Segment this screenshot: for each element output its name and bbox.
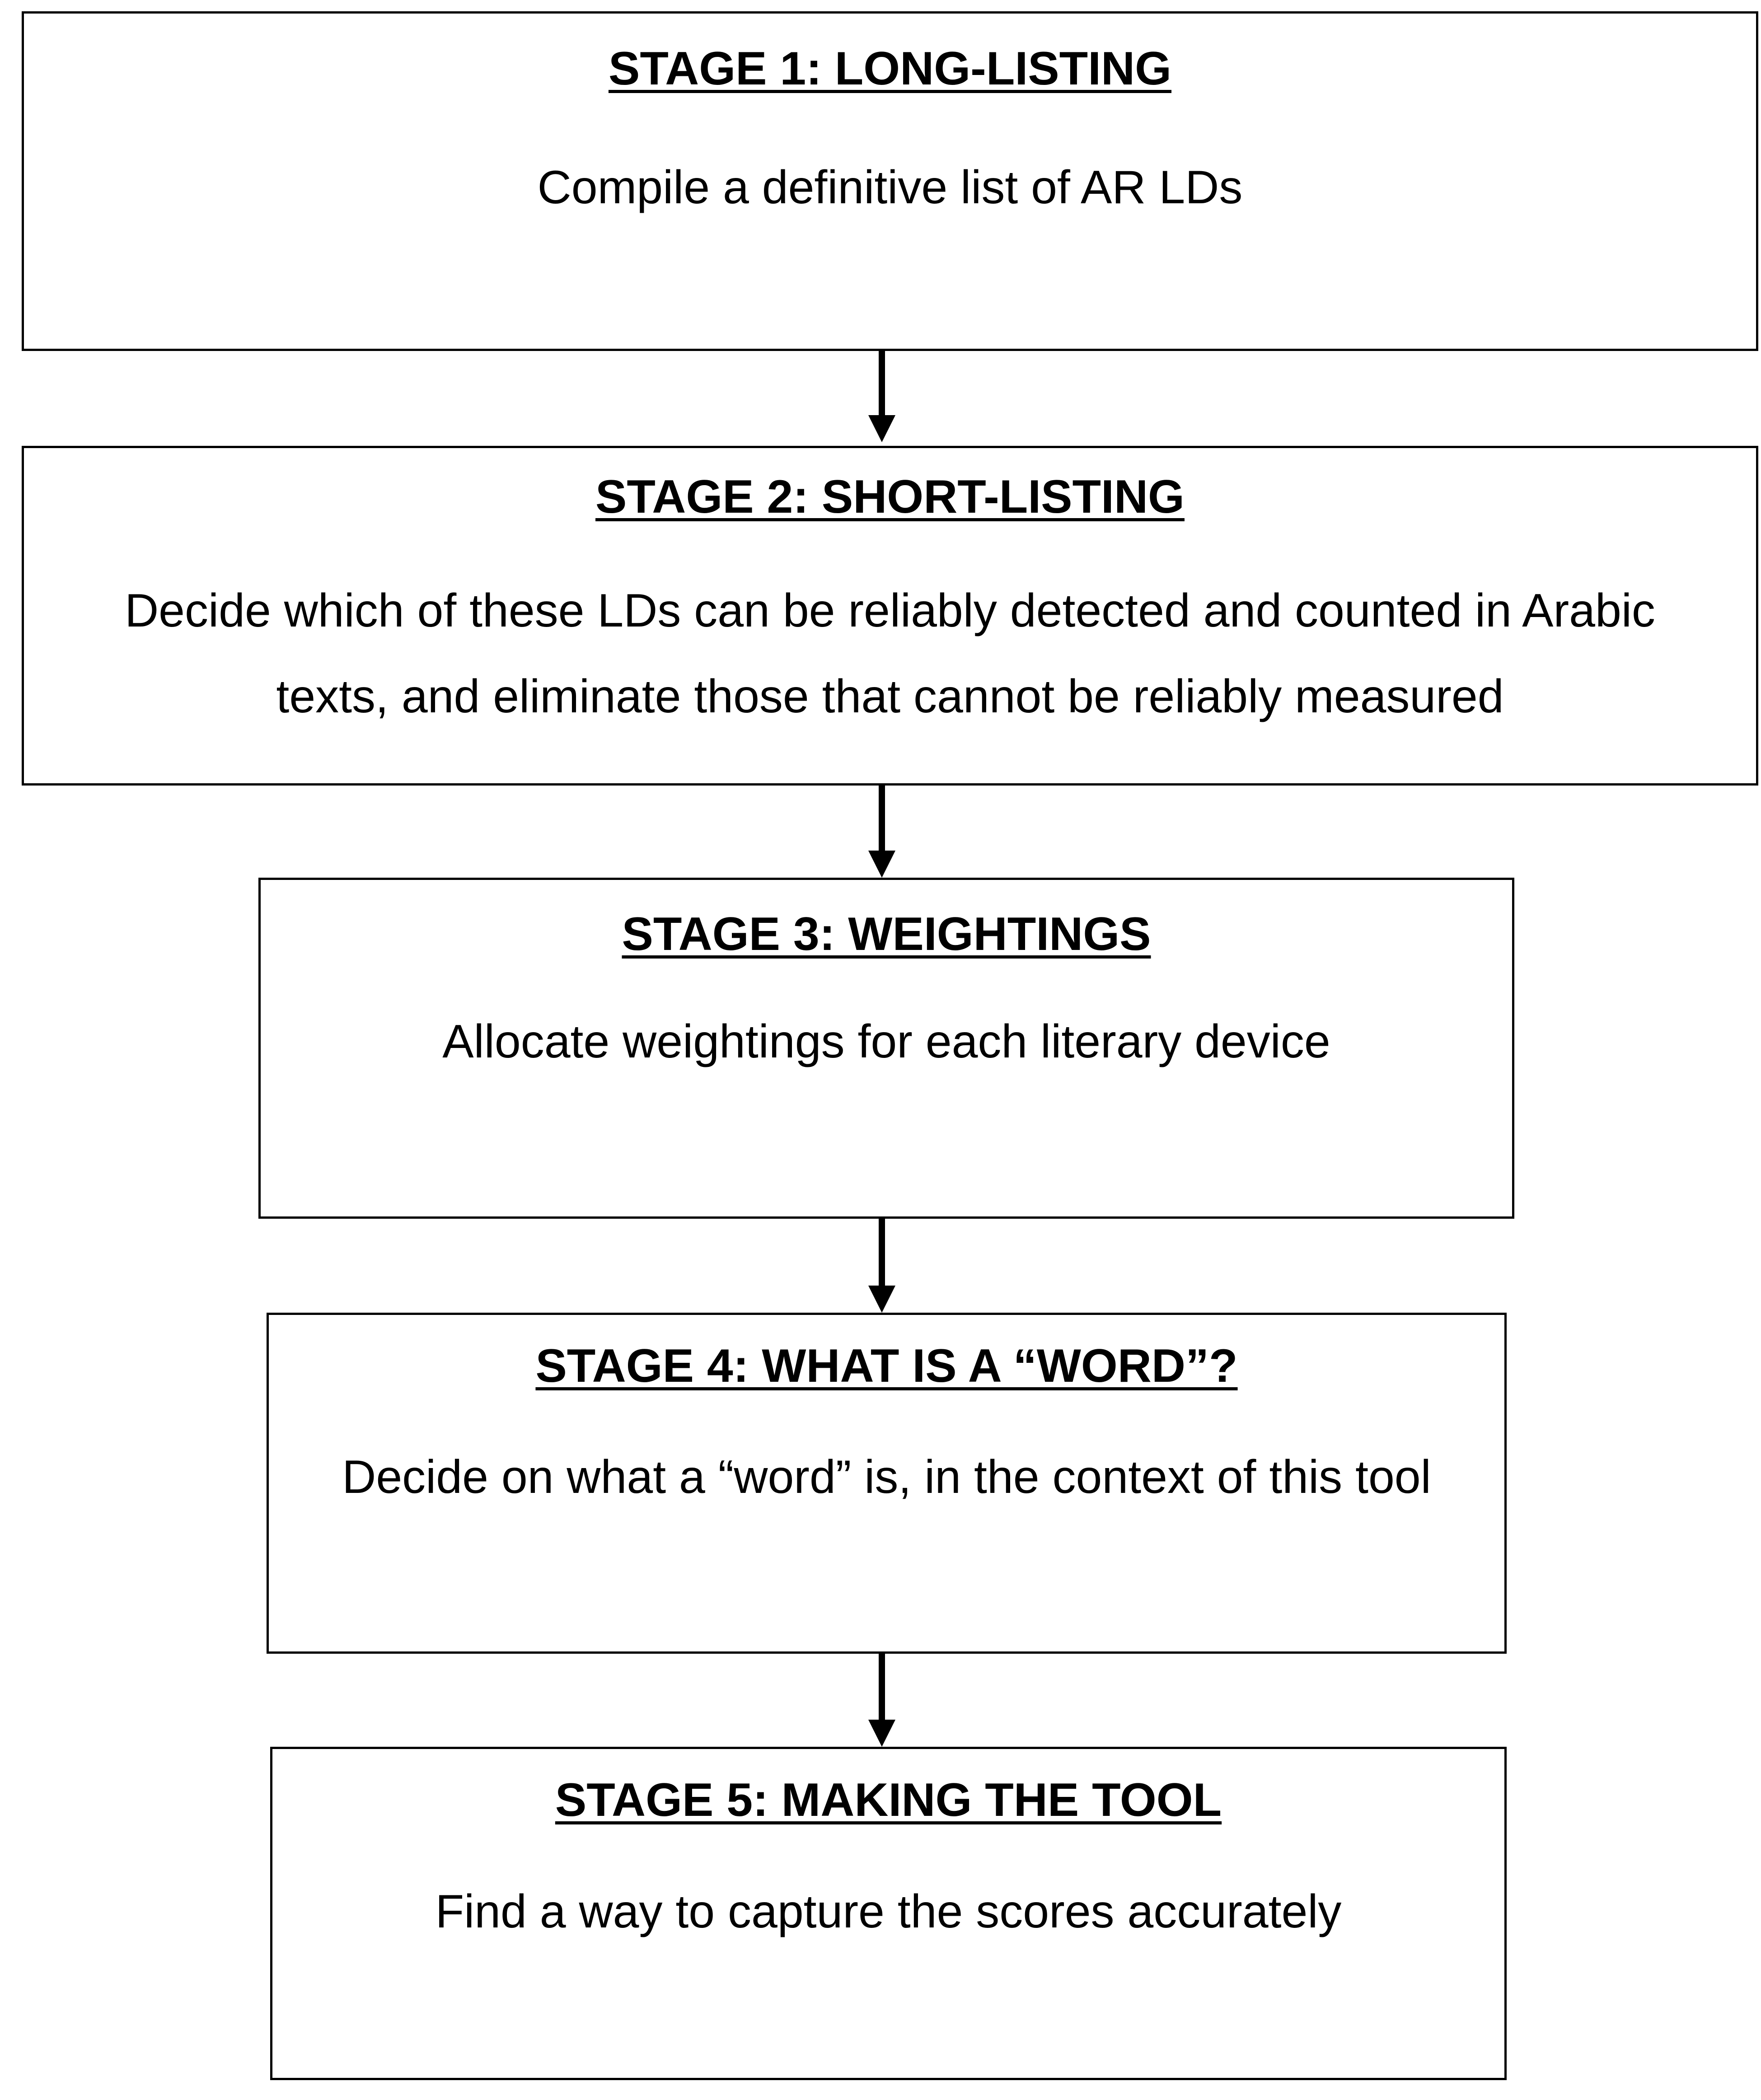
stage-3-title: STAGE 3: WEIGHTINGS xyxy=(622,908,1151,960)
stage-2-description-line-2: texts, and eliminate those that cannot be reliably measured xyxy=(276,670,1504,723)
stage-3-description: Allocate weightings for each literary device xyxy=(442,1015,1330,1068)
stage-4-box xyxy=(267,1313,1507,1654)
stage-2-box xyxy=(22,446,1758,786)
arrow-head xyxy=(868,1720,895,1747)
stage-2-title: STAGE 2: SHORT-LISTING xyxy=(595,471,1185,523)
stage-4-title: STAGE 4: WHAT IS A “WORD”? xyxy=(535,1340,1238,1392)
stage-5-box xyxy=(270,1747,1507,2080)
arrow-shaft xyxy=(879,351,885,419)
stage-2-description-line-1: Decide which of these LDs can be reliably detected and counted in Arabic xyxy=(125,585,1655,637)
arrow-shaft xyxy=(879,1654,885,1723)
stage-5-description: Find a way to capture the scores accurately xyxy=(435,1885,1342,1938)
arrow-down-1 xyxy=(864,351,900,442)
arrow-head xyxy=(868,1286,895,1313)
stage-4-description: Decide on what a “word” is, in the context of this tool xyxy=(342,1451,1431,1503)
arrow-shaft xyxy=(879,786,885,854)
arrow-down-2 xyxy=(864,786,900,878)
stage-1-title: STAGE 1: LONG-LISTING xyxy=(608,42,1172,95)
arrow-shaft xyxy=(879,1219,885,1289)
arrow-head xyxy=(868,851,895,878)
arrow-down-3 xyxy=(864,1219,900,1313)
stage-3-box xyxy=(258,878,1514,1219)
stage-1-box xyxy=(22,11,1758,351)
arrow-head xyxy=(868,415,895,442)
stage-1-description: Compile a definitive list of AR LDs xyxy=(537,161,1243,214)
arrow-down-4 xyxy=(864,1654,900,1747)
stage-5-title: STAGE 5: MAKING THE TOOL xyxy=(555,1774,1222,1826)
